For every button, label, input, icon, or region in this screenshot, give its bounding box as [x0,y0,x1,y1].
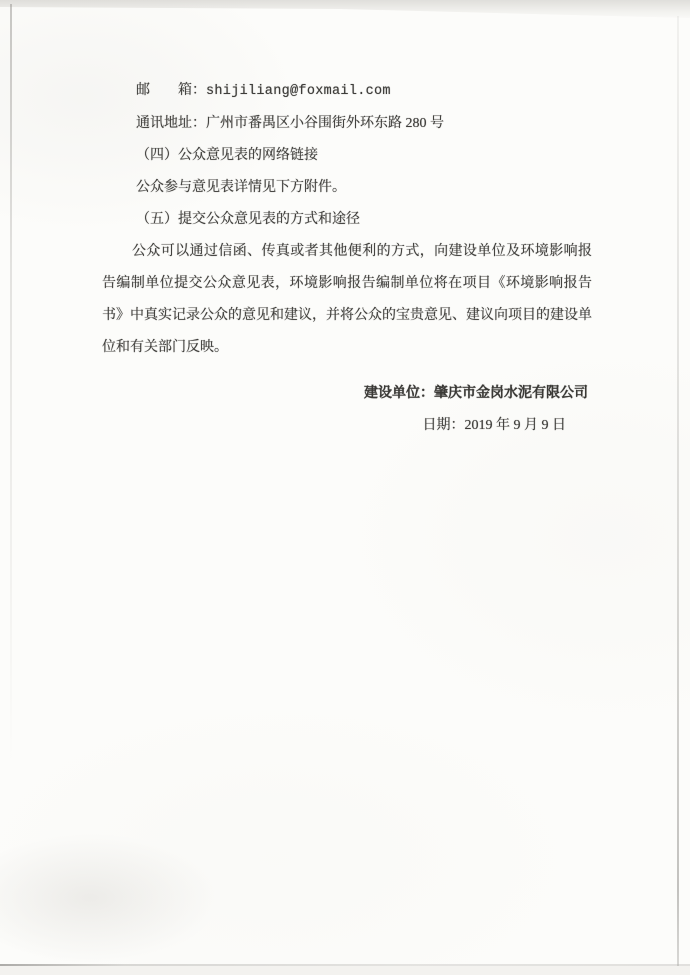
section-4-heading: （四）公众意见表的网络链接 [136,148,318,163]
section-4-body: 公众参与意见表详情见下方附件。 [136,180,346,195]
document-text-block [102,0,592,442]
construction-unit-name: 肇庆市金岗水泥有限公司 [434,386,588,401]
email-line [102,75,592,108]
date-line [102,410,592,442]
construction-unit-line [102,378,592,410]
scan-artifact-smudge [0,828,230,968]
date-label: 日期： [422,418,465,433]
address-line: 通讯地址：广州市番禺区小谷围街外环东路 280 号 [136,116,444,131]
email-value: shijiliang@foxmail.com [206,84,391,99]
construction-unit-label: 建设单位： [364,386,434,401]
scan-artifact-right-edge-line [677,16,679,966]
email-label: 邮 箱： [136,83,206,98]
scan-artifact-left-edge-line [10,4,12,764]
section-5-paragraph: 公众可以通过信函、传真或者其他便利的方式，向建设单位及环境影响报告编制单位提交公众意见表，环境影响报告编制单位将在项目《环境影响报告书》中真实记录公众的意见和建议，并将公众的宝贵意见、建议向项目的建设单位和有关部门反映。 [102,244,592,355]
date-value: 2019 年 9 月 9 日 [464,418,566,433]
signature-block [102,378,592,442]
section-5-heading: （五）提交公众意见表的方式和途径 [136,212,360,227]
